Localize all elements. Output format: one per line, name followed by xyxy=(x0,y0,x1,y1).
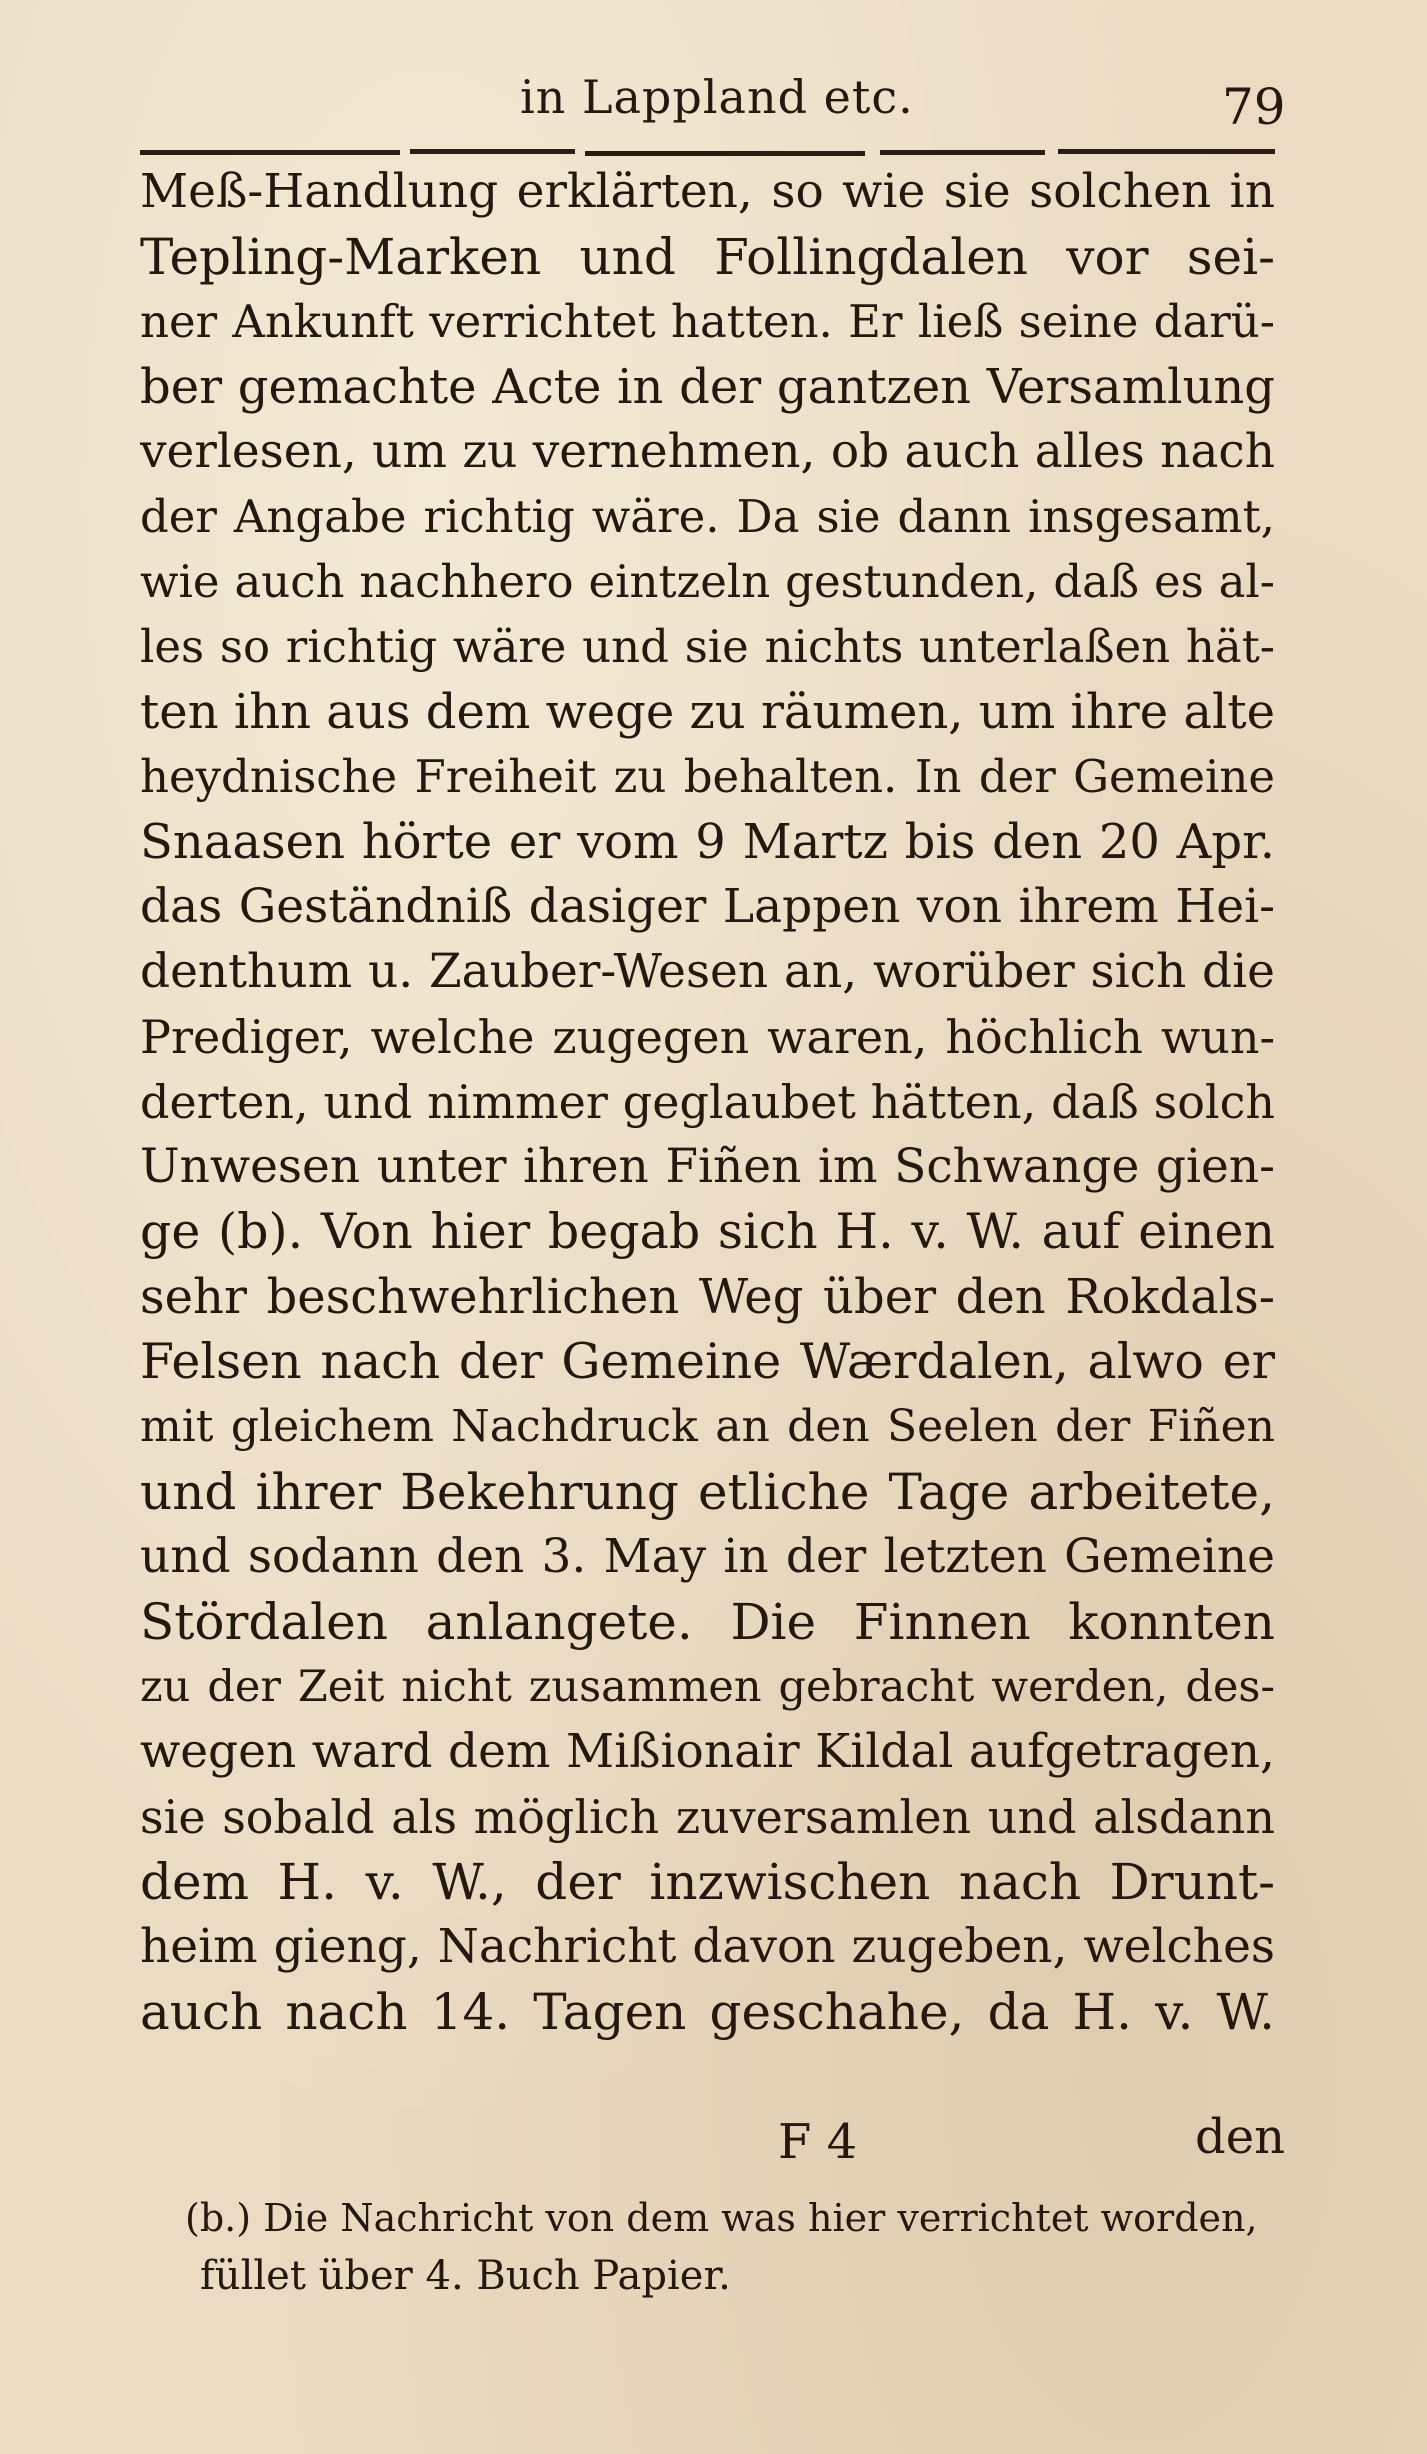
body-line: verlesen, um zu vernehmen, ob auch alles nach xyxy=(140,424,1275,479)
body-line: zu der Zeit nicht zusammen gebracht werden, des- xyxy=(140,1662,1275,1712)
body-line: Prediger, welche zugegen waren, höchlich wun- xyxy=(140,1010,1275,1064)
body-line: derten, und nimmer geglaubet hätten, daß solch xyxy=(140,1075,1275,1129)
body-line: auch nach 14. Tagen geschahe, da H. v. W. xyxy=(140,1983,1275,2041)
footnote-line: (b.) Die Nachricht von dem was hier verrichtet worden, xyxy=(185,2196,1258,2240)
catchword: den xyxy=(1195,2109,1286,2165)
body-line: heydnische Freiheit zu behalten. In der Gemeine xyxy=(140,750,1275,803)
body-line: denthum u. Zauber-Wesen an, worüber sich die xyxy=(140,944,1275,999)
body-line: sie sobald als möglich zuversamlen und alsdann xyxy=(140,1790,1275,1844)
body-line: wegen ward dem Mißionair Kildal aufgetragen, xyxy=(140,1724,1275,1779)
body-line: les so richtig wäre und sie nichts unterlaßen hät- xyxy=(140,620,1275,673)
body-line: ner Ankunft verrichtet hatten. Er ließ seine darü- xyxy=(140,295,1275,348)
body-line: Snaasen hörte er vom 9 Martz bis den 20 Apr. xyxy=(140,814,1275,870)
body-line: mit gleichem Nachdruck an den Seelen der Fiñen xyxy=(140,1401,1275,1452)
page-number: 79 xyxy=(1222,78,1286,136)
signature-mark: F 4 xyxy=(778,2114,858,2170)
body-line: Tepling-Marken und Follingdalen vor sei- xyxy=(140,228,1275,286)
header-rule-segment-4 xyxy=(880,150,1045,155)
header-rule-segment-2 xyxy=(410,149,575,154)
body-line: und sodann den 3. May in der letzten Gemeine xyxy=(140,1529,1275,1584)
body-line: Unwesen unter ihren Fiñen im Schwange gien- xyxy=(140,1139,1275,1194)
body-line: sehr beschwehrlichen Weg über den Rokdals- xyxy=(140,1269,1275,1325)
body-line: Stördalen anlangete. Die Finnen konnten xyxy=(140,1593,1275,1651)
header-rule-segment-5 xyxy=(1058,149,1275,154)
header-rule-segment-3 xyxy=(585,151,865,156)
body-line: ten ihn aus dem wege zu räumen, um ihre alte xyxy=(140,684,1275,740)
body-line: ge (b). Von hier begab sich H. v. W. auf einen xyxy=(140,1203,1275,1260)
footnote-line: füllet über 4. Buch Papier. xyxy=(200,2253,731,2299)
header-rule-segment-1 xyxy=(140,150,400,155)
body-line: das Geständniß dasiger Lappen von ihrem Hei- xyxy=(140,879,1275,934)
body-line: der Angabe richtig wäre. Da sie dann insgesamt, xyxy=(140,490,1275,543)
running-title: in Lappland etc. xyxy=(520,70,914,124)
body-line: wie auch nachhero eintzeln gestunden, daß es al- xyxy=(140,555,1275,608)
body-line: heim gieng, Nachricht davon zugeben, welches xyxy=(140,1919,1275,1974)
body-line: dem H. v. W., der inzwischen nach Drunt- xyxy=(140,1853,1275,1911)
body-line: Felsen nach der Gemeine Wærdalen, alwo er xyxy=(140,1333,1275,1390)
body-line: und ihrer Bekehrung etliche Tage arbeitete, xyxy=(140,1463,1275,1521)
body-line: ber gemachte Acte in der gantzen Versamlung xyxy=(140,359,1275,415)
body-line: Meß-Handlung erklärten, so wie sie solchen in xyxy=(140,164,1275,219)
